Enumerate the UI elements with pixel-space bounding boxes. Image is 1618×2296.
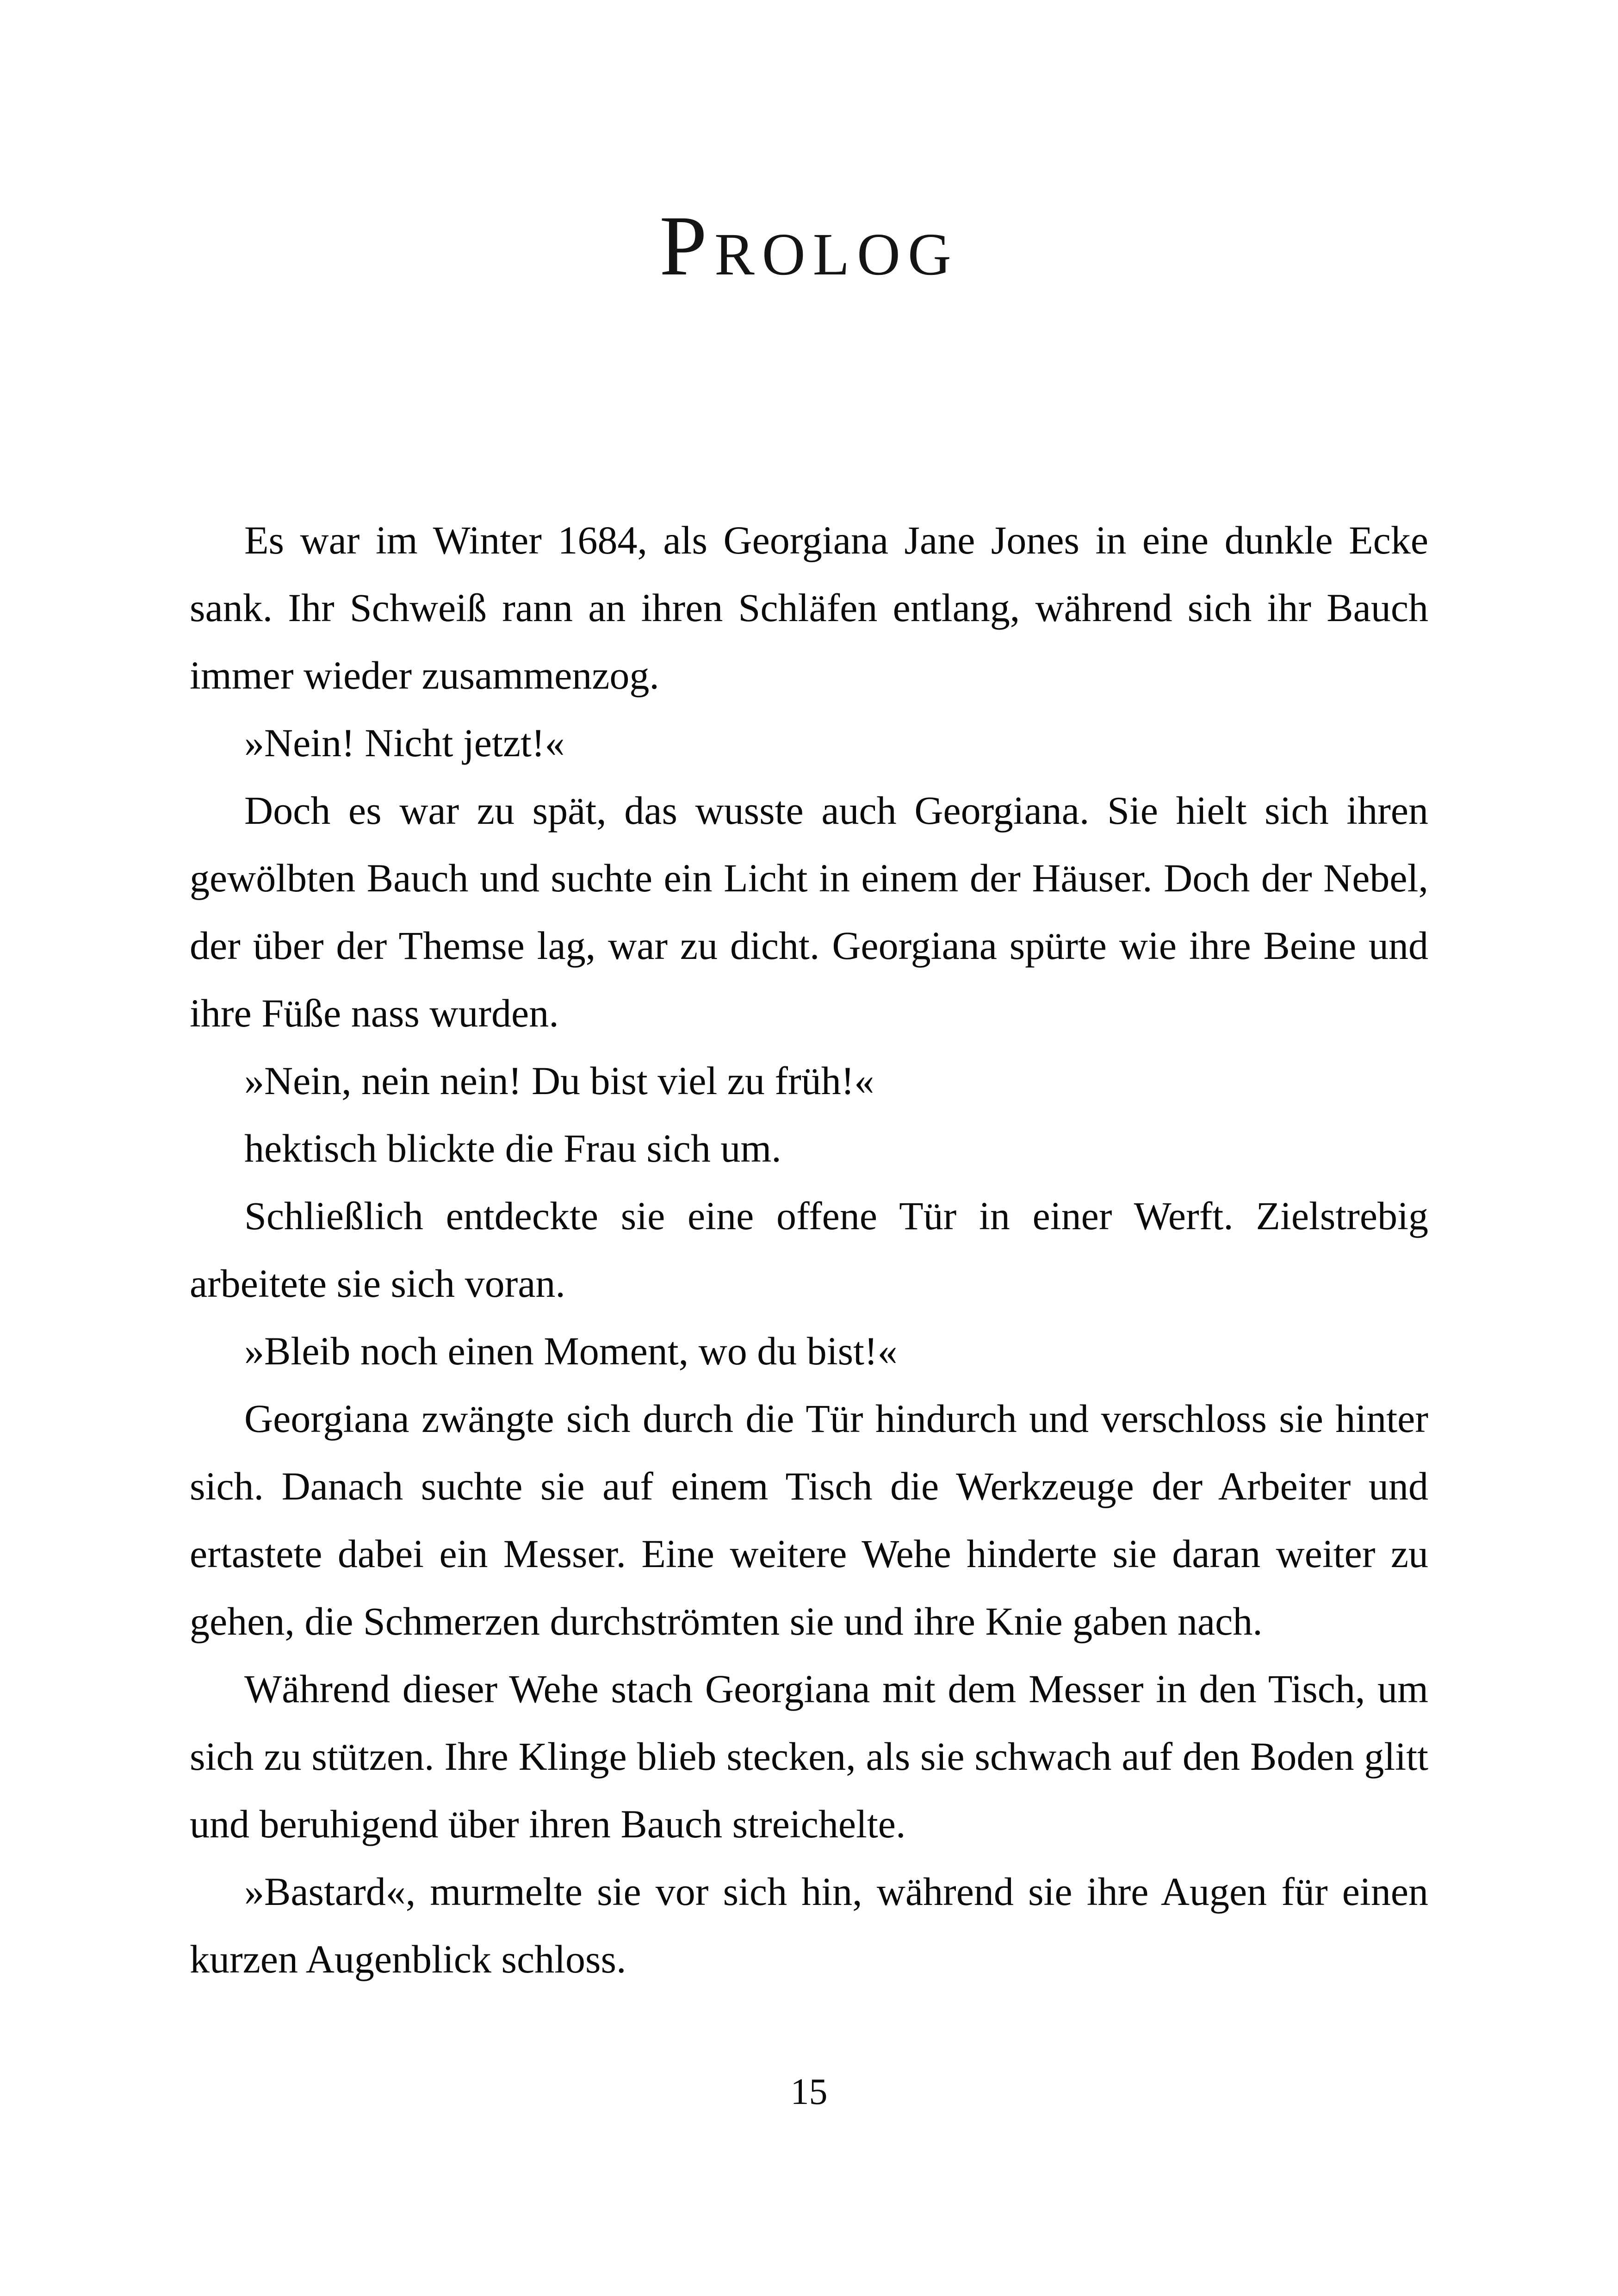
paragraph: »Nein, nein nein! Du bist viel zu früh!« <box>244 1058 874 1103</box>
paragraph: hektisch blickte die Frau sich um. <box>244 1126 781 1170</box>
chapter-text <box>190 506 1428 1993</box>
paragraph: »Nein! Nicht jetzt!« <box>244 720 565 765</box>
paragraph: Schließlich entdeckte sie eine offene Tür in einer Werft. Zielstrebig arbeitete sie sich voran. <box>190 1193 1428 1306</box>
page-number: 15 <box>790 2072 828 2112</box>
paragraph: Es war im Winter 1684, als Georgiana Jane Jones in eine dunkle Ecke sank. Ihr Schweiß rann an ihren Schläfen entlang, während sich ihr Bauch immer wieder zusammenzog. <box>190 517 1428 697</box>
paragraph: »Bastard«, murmelte sie vor sich hin, während sie ihre Augen für einen kurzen Augenblick schloss. <box>190 1869 1428 1981</box>
paragraph: Doch es war zu spät, das wusste auch Georgiana. Sie hielt sich ihren gewölbten Bauch und suchte ein Licht in einem der Häuser. Doch der Nebel, der über der Themse lag, war zu dicht. Georgiana spürte wie ihre Beine und ihre Füße nass wurden. <box>190 788 1428 1035</box>
paragraph: »Bleib noch einen Moment, wo du bist!« <box>244 1328 898 1373</box>
paragraph: Während dieser Wehe stach Georgiana mit dem Messer in den Tisch, um sich zu stützen. Ihre Klinge blieb stecken, als sie schwach auf den Boden glitt und beruhigend über ihren Bauch streichelte. <box>190 1666 1428 1846</box>
paragraph: Georgiana zwängte sich durch die Tür hindurch und verschloss sie hinter sich. Danach suchte sie auf einem Tisch die Werkzeuge der Arbeiter und ertastete dabei ein Messer. Eine weitere Wehe hinderte sie daran weiter zu gehen, die Schmerzen durchströmten sie und ihre Knie gaben nach. <box>190 1396 1428 1643</box>
chapter-title: Prolog <box>659 199 959 293</box>
